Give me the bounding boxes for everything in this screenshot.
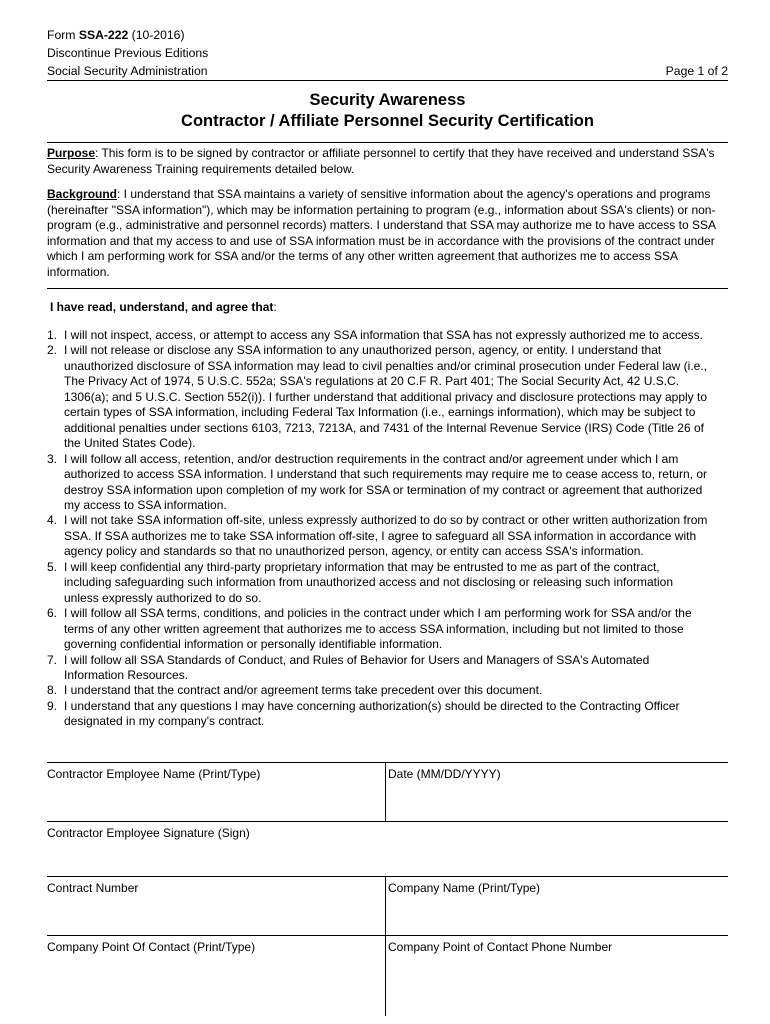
contract-number-field[interactable] [47,877,385,935]
poc-field[interactable] [47,936,385,1016]
list-item: 1. I will not inspect, access, or attempt to access any SSA information that SSA has not expressly authorized me to access. [47,328,703,342]
poc-phone-label: Company Point of Contact Phone Number [388,940,613,954]
agree-heading: I have read, understand, and agree that: [50,300,277,314]
agree-divider [47,288,728,289]
list-item: 9. I understand that any questions I may have concerning authorization(s) should be directed to the Contracting Officer designated in my company's contract. [47,698,680,729]
row-name-date [47,763,728,822]
list-item: 5. I will keep confidential any third-party proprietary information that may be entrusted to me as part of the contract, including safeguarding such information from unauthorized access and not disclosing or releasing such information unless expressly authorized to do so. [47,559,674,605]
header-row [47,62,728,81]
signature-table [47,762,728,1016]
contract-number-label: Contract Number [47,881,139,895]
page-title [47,90,728,132]
title-divider [47,142,728,143]
row-poc [47,936,728,1016]
company-name-label: Company Name (Print/Type) [388,881,541,895]
signature-field[interactable] [47,822,728,876]
employee-name-field[interactable] [47,763,385,821]
poc-phone-field[interactable] [385,936,728,1016]
agency-name: Social Security Administration [47,64,208,78]
title-line-1: Security Awareness [309,91,466,109]
row-signature [47,822,728,877]
form-id: Form SSA-222 (10-2016) [47,28,185,42]
signature-label: Contractor Employee Signature (Sign) [47,826,250,840]
employee-name-label: Contractor Employee Name (Print/Type) [47,767,261,781]
company-name-field[interactable] [385,877,728,935]
purpose-paragraph: Purpose: This form is to be signed by contractor or affiliate personnel to certify that they have received and understand SSA's Security Awareness Training requirements detailed below. [47,146,715,176]
agreement-list [47,328,728,730]
list-item: 6. I will follow all SSA terms, conditions, and policies in the contract under which I am performing work for SSA and/or the terms of any other written agreement that authorizes me to access SSA information, including but not limited to those governing confidential information or personally identifiable information. [47,606,692,652]
background-paragraph: Background: I understand that SSA maintains a variety of sensitive information about the agency's operations and programs (hereinafter "SSA information"), which may be information pertaining to program (e.g., information about SSA's clients) or non-program (e.g., administrative and personnel records) matters. I understand that SSA may authorize me to have access to SSA information and that my access to and use of SSA information must be in accordance with the provisions of the contract under which I am performing work for SSA and/or the terms of any other written agreement that authorizes me to access SSA information. [47,187,716,279]
title-line-2: Contractor / Affiliate Personnel Security Certification [181,112,594,130]
poc-label: Company Point Of Contact (Print/Type) [47,940,256,954]
page-number: Page 1 of 2 [665,64,728,78]
row-contract-company [47,877,728,936]
list-item: 4. I will not take SSA information off-site, unless expressly authorized to do so by contract or other written authorization from SSA. If SSA authorizes me to take SSA information off-site, I agree to safeguard all SSA information in accordance with agency policy and standards so that no unauthorized person, agency, or entity can access SSA's information. [47,513,708,559]
date-label: Date (MM/DD/YYYY) [388,767,501,781]
form-page [47,26,728,730]
list-item: 8. I understand that the contract and/or agreement terms take precedent over this document. [47,683,543,698]
list-item: 7. I will follow all SSA Standards of Conduct, and Rules of Behavior for Users and Managers of SSA's Automated Information Resources. [47,652,650,682]
list-item: 2. I will not release or disclose any SSA information to any unauthorized person, agency, or entity. I understand that unauthorized disclosure of SSA information may lead to civil penalties and/or criminal prosecution under Federal law (i.e., The Privacy Act of 1974, 5 U.S.C. 552a; SSA's regulations at 20 C.F R. Part 401; The Social Security Act, 42 U.S.C. 1306(a); and 5 U.S.C. Section 552(i)). I further understand that additional privacy and disclosure protections may apply to certain types of SSA information, including Federal Tax Information (i.e., earnings information), which may be subject to additional penalties under sections 6103, 7213, 7213A, and 7431 of the Internal Revenue Service (IRS) Code (Title 26 of the United States Code). [47,343,708,451]
discontinue-note: Discontinue Previous Editions [47,46,209,60]
list-item: 3. I will follow all access, retention, and/or destruction requirements in the contract and/or agreement under which I am authorized to access SSA information. I understand that such requirements may require me to cease access to, return, or destroy SSA information upon completion of my work for SSA or termination of my contract or agreement that authorized my access to SSA information. [47,451,707,512]
date-field[interactable] [385,763,728,821]
